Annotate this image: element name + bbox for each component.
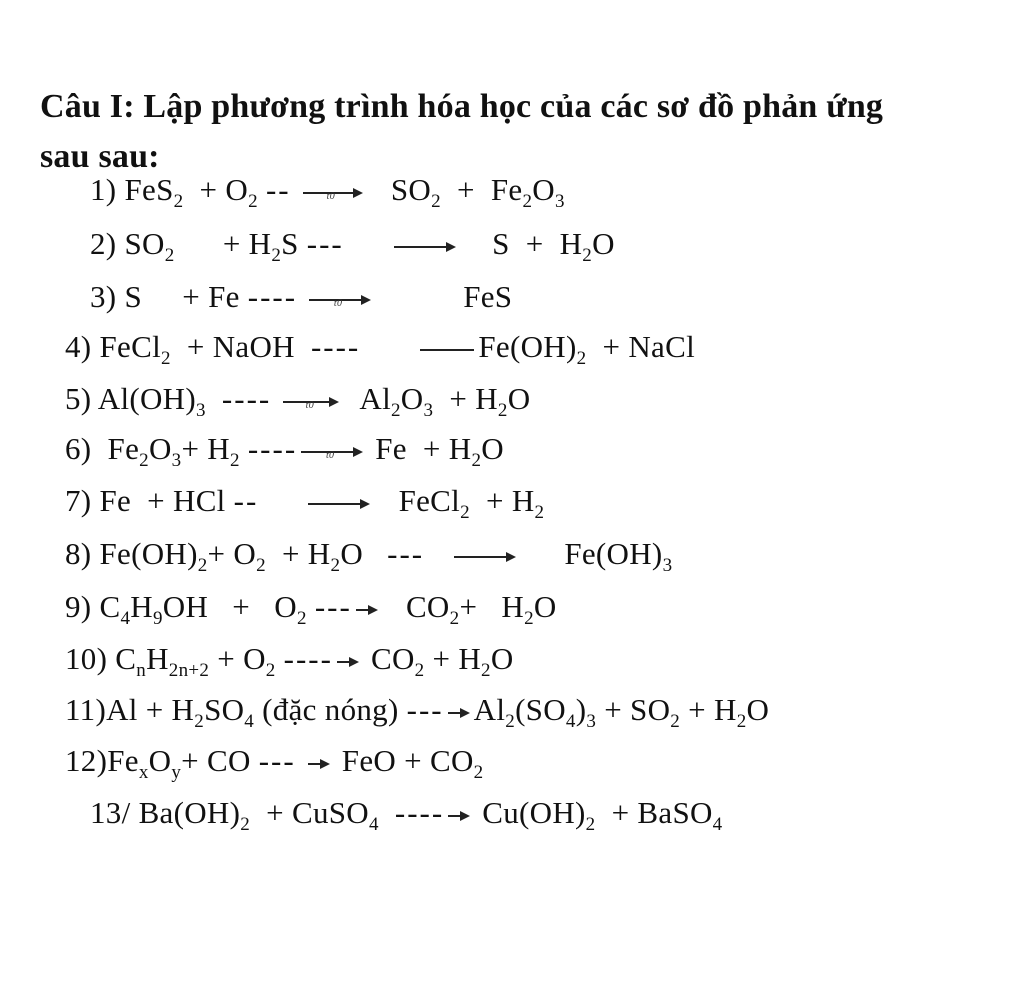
arrow-icon <box>394 237 456 257</box>
arrow-heat-icon: t0 <box>303 183 363 203</box>
reaction-number: 3) <box>90 279 117 314</box>
reaction-number: 2) <box>90 226 117 261</box>
reaction-10: 10) $C_nH_{2n+2} + O_2$ ---- $CO_2 + H_2O$ <box>65 641 514 681</box>
reaction-2: 2) $SO_2$ + $H_2S$ --- $S + H_2O$ <box>90 226 615 266</box>
reaction-number: 7) <box>65 483 92 518</box>
reaction-number: 5) <box>65 381 92 416</box>
reaction-number: 10) <box>65 641 108 676</box>
arrow-icon <box>308 754 330 774</box>
heading-line-1: Câu I: Lập phương trình hóa học của các sơ đồ phản ứng <box>40 88 884 125</box>
arrow-icon <box>308 494 370 514</box>
reaction-number: 8) <box>65 536 92 571</box>
reaction-number: 11) <box>65 692 107 727</box>
reaction-13: 13/ $Ba(OH)_2$ + CuSO$_4$ ---- $Cu(OH)_2$ + BaSO$_4$ <box>90 795 723 835</box>
reaction-8: 8) $Fe(OH)_2+ O_2 + H_2O$ --- $Fe(OH)_3$ <box>65 536 673 576</box>
arrow-heat-icon: t0 <box>283 392 339 412</box>
heading-line-2: sau sau: <box>40 138 160 175</box>
reaction-4: 4) FeCl$_2$ + NaOH ---- $Fe(OH)_2$ + NaCl <box>65 329 695 369</box>
reaction-11: $11)Al + H_2SO_4$ (đặc nóng) --- $Al_2(SO_4)_3 + SO_2 + H_2O$ <box>65 692 770 732</box>
reaction-1: 1) $FeS_2 + O_2$ -- t0 $SO_2 + Fe_2O_3$ <box>90 172 565 212</box>
arrow-icon <box>337 652 359 672</box>
question-heading <box>40 82 1000 182</box>
reaction-number: 1) <box>90 172 117 207</box>
arrow-icon <box>448 806 470 826</box>
reaction-7: 7) Fe + HCl -- FeCl$_2$ + $H_2$ <box>65 483 545 523</box>
reaction-number: 9) <box>65 589 92 624</box>
arrow-heat-icon: t0 <box>309 290 371 310</box>
arrow-icon <box>448 703 470 723</box>
reaction-number: 6) <box>65 431 92 466</box>
arrow-icon <box>454 547 516 567</box>
arrow-icon <box>420 340 474 360</box>
reaction-3: 3) S + Fe ---- t0 FeS <box>90 279 513 314</box>
arrow-heat-icon: t0 <box>301 442 363 462</box>
reaction-condition: (đặc nóng) <box>262 692 399 727</box>
reaction-number: 4) <box>65 329 92 364</box>
reaction-number: 12) <box>65 743 108 778</box>
reaction-6: 6) $Fe_2O_3+ H_2$ ---- t0 $Fe + H_2O$ <box>65 431 504 471</box>
arrow-icon <box>356 600 378 620</box>
reaction-9: 9) $C_4H_9OH + O_2$ --- $CO_2+ H_2O$ <box>65 589 557 629</box>
reaction-number: 13/ <box>90 795 131 830</box>
reaction-5: 5) $Al(OH)_3$ ---- t0 $Al_2O_3 + H_2O$ <box>65 381 531 421</box>
reaction-12: $12)Fe_xO_y+$ CO --- FeO + $CO_2$ <box>65 743 484 783</box>
